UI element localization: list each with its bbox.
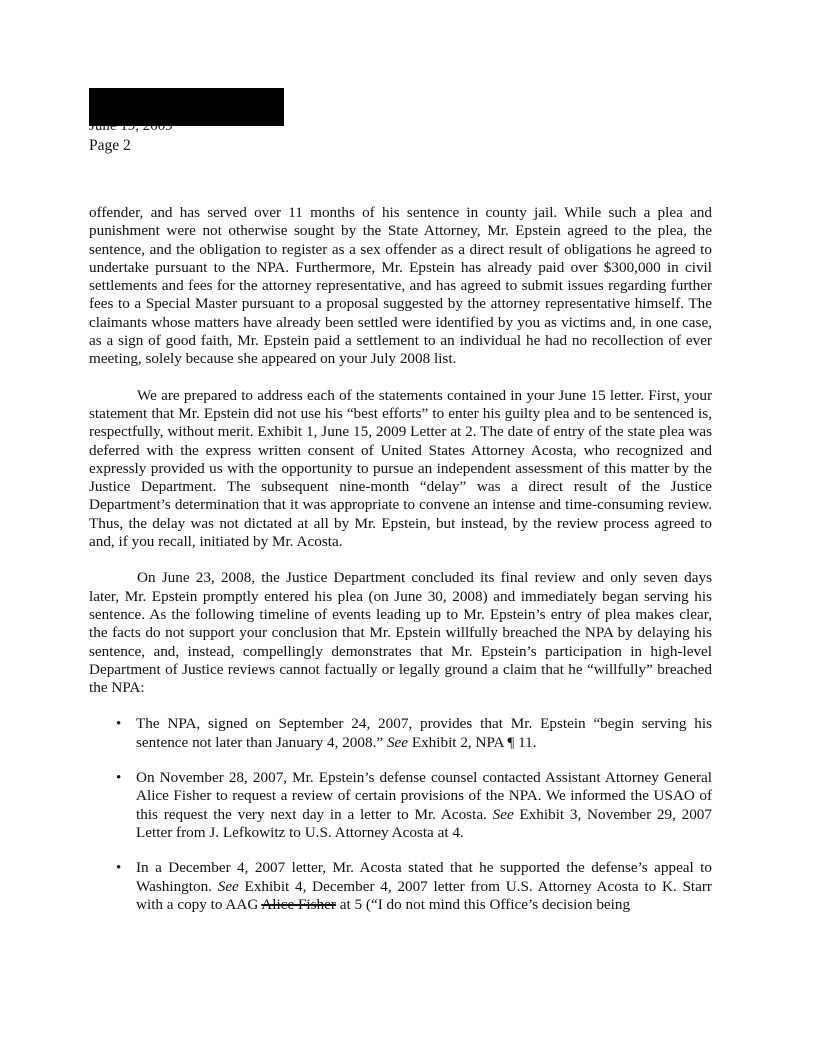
see-signal: See xyxy=(217,877,239,895)
see-signal: See xyxy=(492,805,514,823)
see-signal: See xyxy=(386,733,409,751)
redaction-block xyxy=(89,88,284,126)
list-item xyxy=(89,715,712,752)
bullet-text: at 5 (“I do not mind this Office’s decision being xyxy=(335,895,631,913)
bullet-text: Exhibit 4, December 4, 2007 letter from U.S. Attorney Acosta to K. Starr with a copy to AAG xyxy=(136,877,712,913)
bullet-text: Exhibit 3, November 29, 2007 Letter from J. Lefkowitz to U.S. Attorney Acosta at 4. xyxy=(136,805,712,841)
paragraph-timeline-intro: On June 23, 2008, the Justice Department concluded its final review and only seven days later, Mr. Epstein promptly entered his plea (on June 30, 2008) and immediately began serving his sentence. As the following timeline of events leading up to Mr. Epstein’s entry of plea makes clear, the facts do not support your conclusion that Mr. Epstein willfully breached the NPA by delaying his sentence, and, instead, compellingly demonstrates that Mr. Epstein’s participation in high-level Department of Justice reviews cannot factually or legally ground a claim that he “willfully” breached the NPA: xyxy=(89,569,712,697)
bullet-text: Exhibit 2, NPA ¶ 11. xyxy=(408,733,537,751)
page-number: Page 2 xyxy=(89,137,131,154)
bullet-text: In a December 4, 2007 letter, Mr. Acosta stated that he supported the defense’s appeal to Washington. xyxy=(136,859,712,895)
bullet-icon: • xyxy=(116,770,122,787)
bullet-text: On November 28, 2007, Mr. Epstein’s defense counsel contacted Assistant Attorney General Alice Fisher to request a review of certain provisions of the NPA. We informed the USAO of this request the very next day in a letter to Mr. Acosta. xyxy=(136,769,712,823)
bullet-text: The NPA, signed on September 24, 2007, provides that Mr. Epstein “begin serving his sentence not later than January 4, 2008.” xyxy=(136,715,712,751)
timeline-list xyxy=(89,715,712,914)
paragraph-continuation: offender, and has served over 11 months of his sentence in county jail. While such a plea and punishment were not otherwise sought by the State Attorney, Mr. Epstein agreed to the plea, the sentence, and the obligation to register as a sex offender as a direct result of obligations he agreed to undertake pursuant to the NPA. Furthermore, Mr. Epstein has already paid over $300,000 in civil settlements and fees for the attorney representative, and has agreed to submit issues regarding further fees to a Special Master pursuant to a proposal suggested by the attorney representative himself. The claimants whose matters have already been settled were identified by you as victims and, in one case, as a sign of good faith, Mr. Epstein paid a settlement to an individual he had no recollection of ever meeting, solely because she appeared on your July 2008 list. xyxy=(89,204,712,368)
list-item xyxy=(89,769,712,842)
letter-body xyxy=(89,204,712,931)
list-item xyxy=(89,859,712,914)
bullet-icon: • xyxy=(116,860,122,877)
bullet-icon: • xyxy=(116,716,122,733)
struck-text: Alice Fisher xyxy=(261,895,336,913)
paragraph-best-efforts: We are prepared to address each of the statements contained in your June 15 letter. First, your statement that Mr. Epstein did not use his “best efforts” to enter his guilty plea and to be sentenced is, respectfully, without merit. Exhibit 1, June 15, 2009 Letter at 2. The date of entry of the state plea was deferred with the express written consent of United States Attorney Acosta, who recognized and expressly provided us with the opportunity to pursue an independent assessment of this matter by the Justice Department. The subsequent nine-month “delay” was a direct result of the Justice Department’s determination that it was appropriate to convene an intense and time-consuming review. Thus, the delay was not dictated at all by Mr. Epstein, but instead, by the review process agreed to and, if you recall, initiated by Mr. Acosta. xyxy=(89,386,712,551)
